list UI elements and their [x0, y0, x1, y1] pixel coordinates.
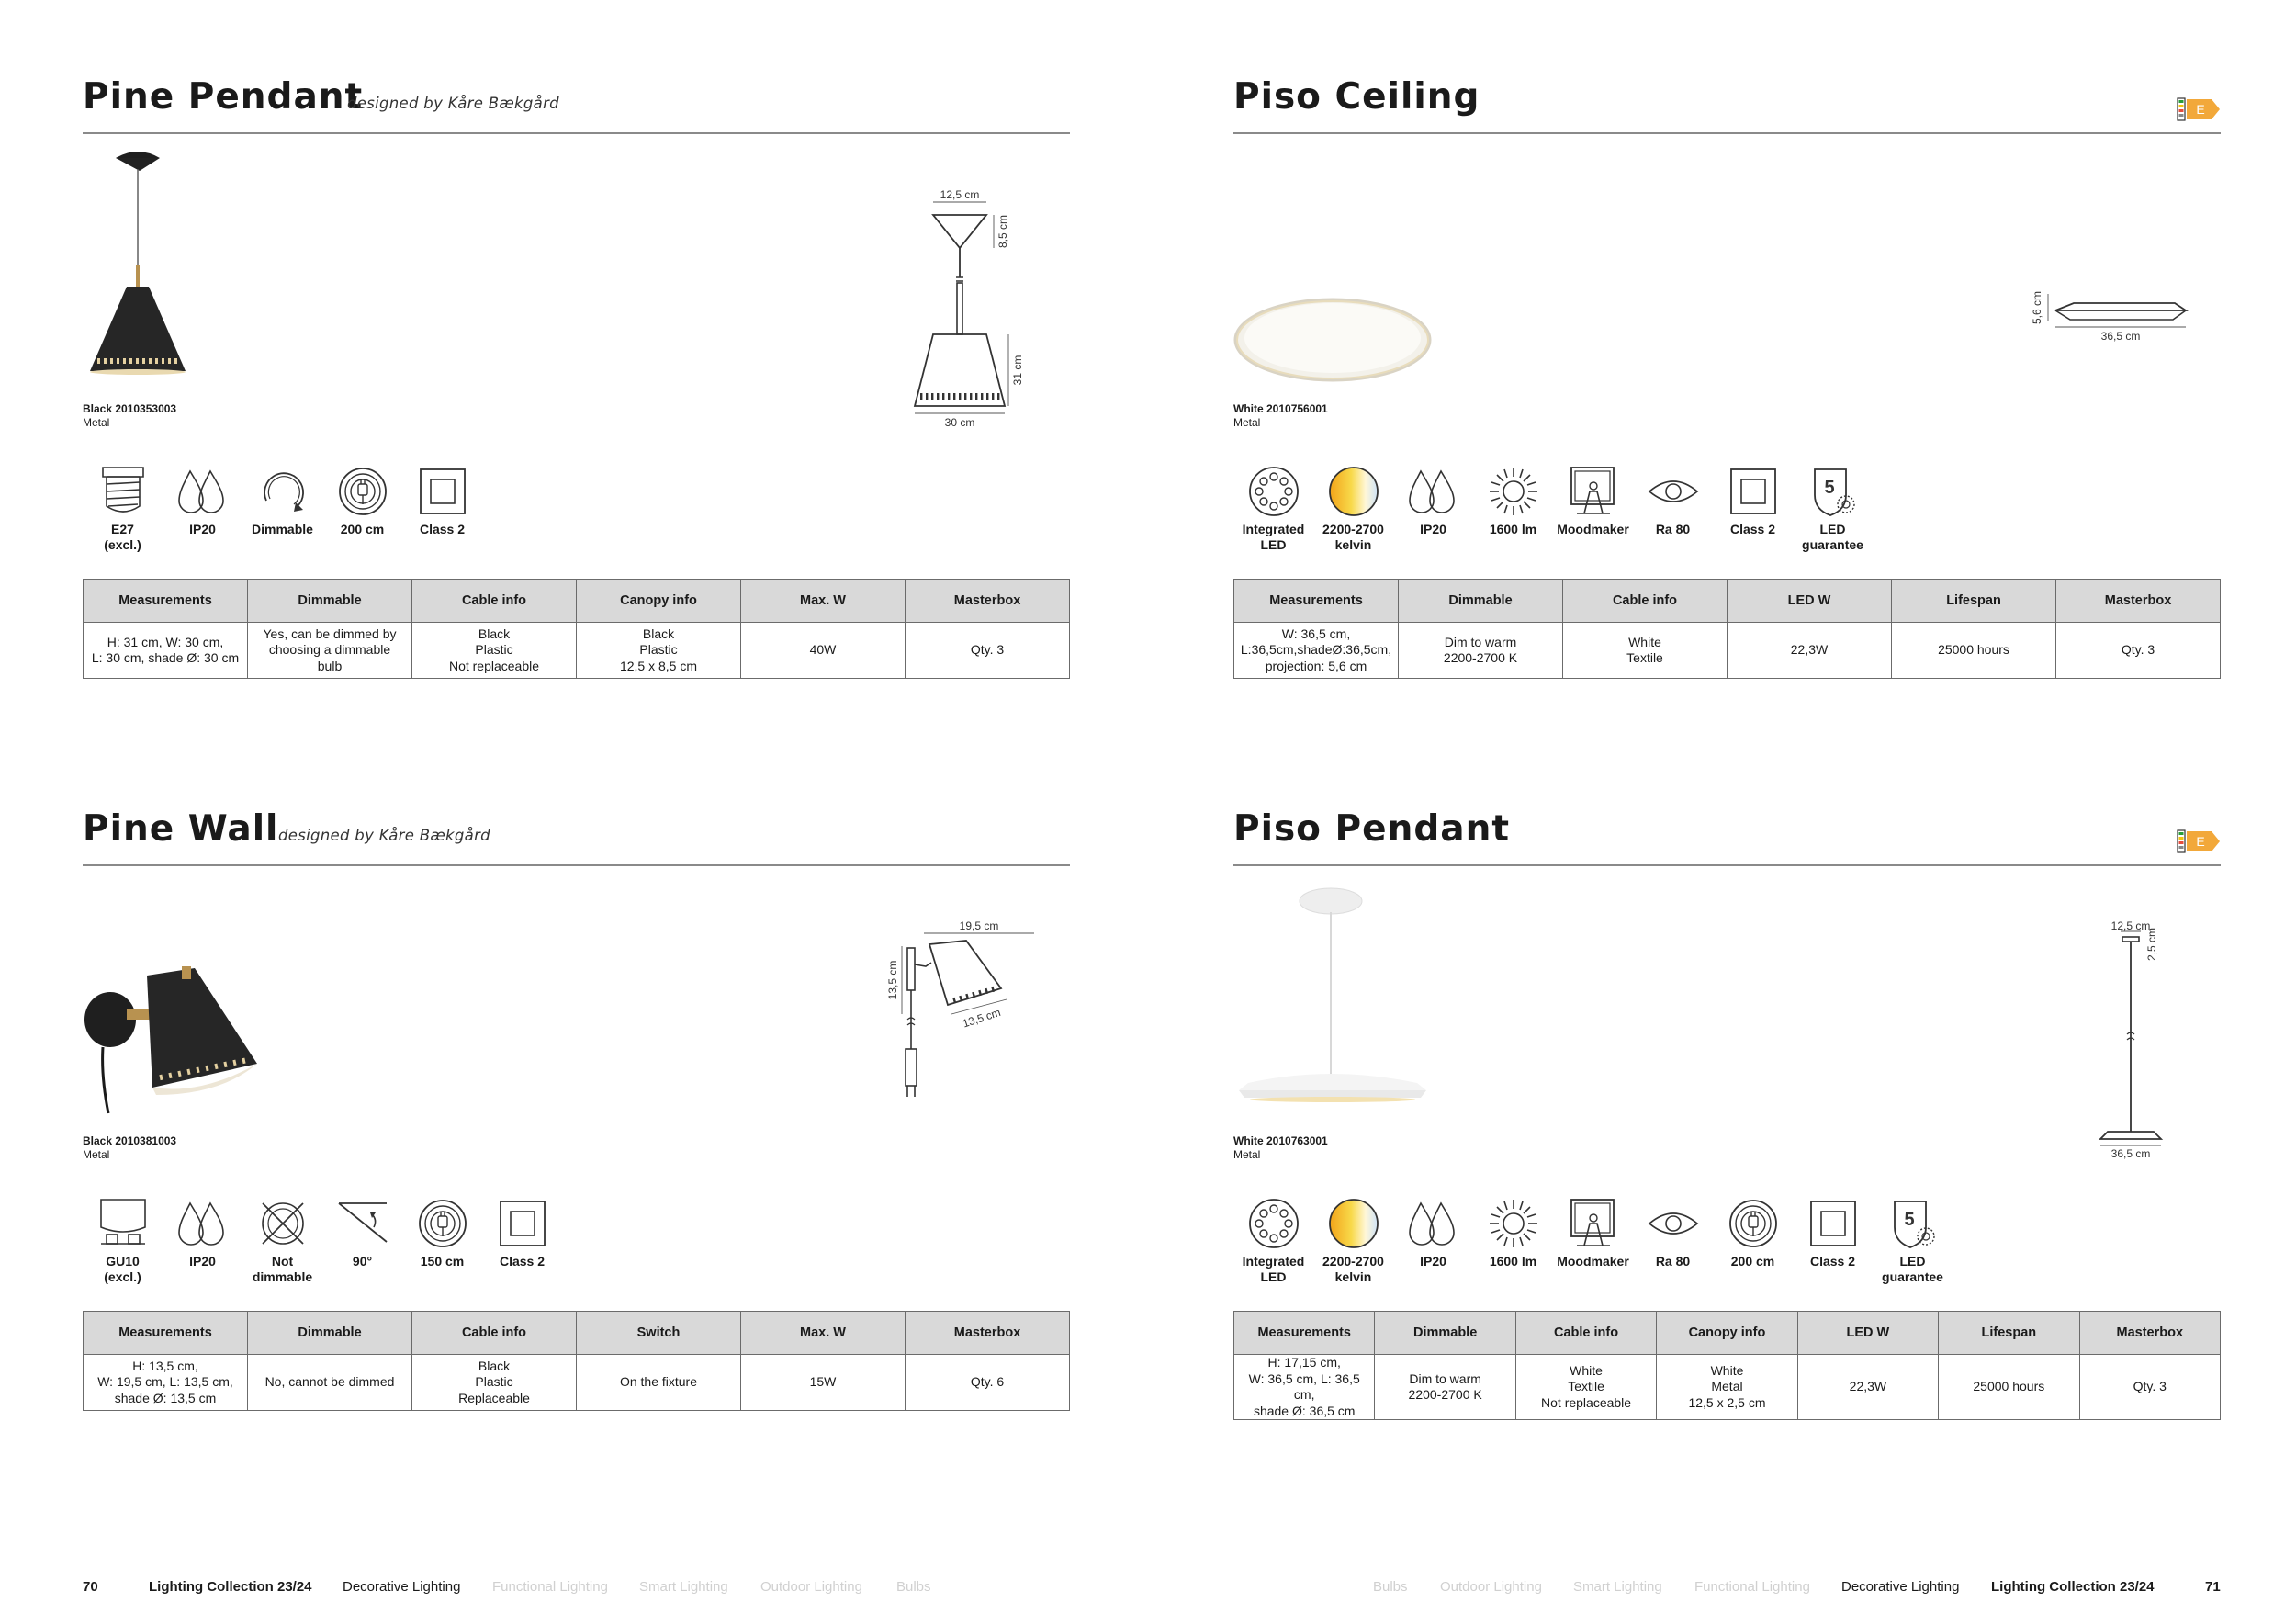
table-header-row: [84, 580, 1070, 623]
table-row: [1234, 1355, 2221, 1420]
variant-info: [83, 1134, 176, 1162]
dim-width: 36,5 cm: [2100, 330, 2141, 343]
dim-top-width: 12,5 cm: [940, 189, 980, 201]
title-row: [1233, 806, 2221, 866]
lumen-sun-icon: [1486, 464, 1541, 519]
table-header: Masterbox: [2079, 1312, 2220, 1355]
feature-class2: [1793, 1196, 1873, 1285]
feature-kelvin: [1313, 1196, 1393, 1285]
guarantee-years: 5: [1823, 478, 1835, 498]
feature-gu10: [83, 1196, 163, 1285]
feature-label: LED guarantee: [1882, 1254, 1943, 1284]
product-photo: [1233, 885, 1435, 1114]
table-header: Max. W: [741, 580, 906, 623]
product-title: Pine Wall: [83, 808, 279, 850]
feature-label: Class 2: [1809, 1254, 1856, 1269]
table-cell: Qty. 3: [2056, 623, 2221, 679]
feature-ra: [1633, 1196, 1713, 1285]
table-header-row: [1234, 580, 2221, 623]
feature-integrated-led: [1233, 1196, 1313, 1285]
table-header: Lifespan: [1939, 1312, 2079, 1355]
feature-label: LED guarantee: [1802, 522, 1863, 552]
dim-height: 31 cm: [1011, 355, 1024, 386]
table-row: [1234, 623, 2221, 679]
feature-cable: [322, 464, 402, 553]
page-number-right: 71: [2205, 1579, 2221, 1595]
feature-dimmable: [242, 464, 322, 553]
feature-label: 1600 lm: [1489, 1254, 1537, 1269]
class2-icon: [495, 1196, 550, 1251]
feature-class2: [1713, 464, 1793, 553]
table-cell: Black Plastic Replaceable: [412, 1355, 577, 1411]
kelvin-color-icon: [1326, 464, 1381, 519]
feature-cable: [402, 1196, 482, 1285]
class2-icon: [1726, 464, 1781, 519]
feature-cable: [1713, 1196, 1793, 1285]
technical-drawing: [891, 189, 1056, 437]
nav-bulbs[interactable]: Bulbs: [1373, 1579, 1408, 1595]
feature-guarantee: [1873, 1196, 1953, 1285]
table-cell: Yes, can be dimmed by choosing a dimmable bulb: [248, 623, 412, 679]
feature-label: Moodmaker: [1557, 1254, 1629, 1269]
table-cell: H: 31 cm, W: 30 cm, L: 30 cm, shade Ø: 30 cm: [84, 623, 248, 679]
page-number-left: 70: [83, 1579, 98, 1595]
cable-plug-icon: [335, 464, 390, 519]
energy-label-icon: [2177, 97, 2221, 121]
spec-table: [83, 579, 1070, 679]
table-header: Switch: [577, 1312, 741, 1355]
feature-moodmaker: [1553, 464, 1633, 553]
table-header: Cable info: [412, 1312, 577, 1355]
ip20-drops-icon: [1406, 464, 1461, 519]
dim-height: 5,6 cm: [2031, 290, 2043, 325]
feature-e27: [83, 464, 163, 553]
feature-class2: [402, 464, 482, 553]
moodmaker-icon: [1566, 464, 1621, 519]
ip20-drops-icon: [175, 464, 231, 519]
feature-ra: [1633, 464, 1713, 553]
energy-class: E: [2196, 834, 2205, 849]
feature-label: IP20: [1420, 522, 1446, 536]
table-cell: 22,3W: [1797, 1355, 1938, 1420]
dim-top-width: 12,5 cm: [2110, 920, 2151, 932]
feature-ip20: [1393, 1196, 1473, 1285]
table-header: Measurements: [1234, 1312, 1375, 1355]
table-cell: Qty. 3: [2079, 1355, 2220, 1420]
table-cell: H: 17,15 cm, W: 36,5 cm, L: 36,5 cm, shade Ø: 36,5 cm: [1234, 1355, 1375, 1420]
class2-icon: [1806, 1196, 1861, 1251]
table-cell: White Metal 12,5 x 2,5 cm: [1657, 1355, 1797, 1420]
not-dimmable-icon: [255, 1196, 310, 1251]
led-guarantee-icon: [1885, 1196, 1941, 1251]
rotation-90-icon: [335, 1196, 390, 1251]
energy-class: E: [2196, 102, 2205, 117]
table-header: Masterbox: [906, 580, 1070, 623]
feature-ip20: [1393, 464, 1473, 553]
feature-label: Dimmable: [252, 522, 313, 536]
table-row: [84, 623, 1070, 679]
table-header: Cable info: [412, 580, 577, 623]
table-header: Canopy info: [577, 580, 741, 623]
table-header: Masterbox: [906, 1312, 1070, 1355]
energy-label-icon: [2177, 829, 2221, 853]
product-title: Pine Pendant: [83, 76, 364, 118]
table-header: LED W: [1797, 1312, 1938, 1355]
table-row: [84, 1355, 1070, 1411]
feature-label: 90°: [352, 1254, 373, 1269]
product-photo: [83, 151, 202, 389]
table-header: Canopy info: [1657, 1312, 1797, 1355]
table-cell: Dim to warm 2200-2700 K: [1375, 1355, 1515, 1420]
feature-not-dimmable: [242, 1196, 322, 1285]
feature-label: Ra 80: [1655, 1254, 1691, 1269]
feature-ip20: [163, 1196, 242, 1285]
cable-plug-icon: [1726, 1196, 1781, 1251]
variant-code: White 2010763001: [1233, 1134, 1328, 1147]
title-row: [83, 806, 1070, 866]
table-cell: Dim to warm 2200-2700 K: [1399, 623, 1563, 679]
class2-icon: [415, 464, 470, 519]
dimmable-icon: [255, 464, 310, 519]
dim-shade: 13,5 cm: [961, 1005, 1003, 1031]
table-header: Dimmable: [248, 1312, 412, 1355]
collection-name: Lighting Collection 23/24: [1991, 1579, 2155, 1595]
table-cell: Qty. 3: [906, 623, 1070, 679]
table-header-row: [1234, 1312, 2221, 1355]
feature-label: Class 2: [1729, 522, 1776, 536]
product-piso-pendant: [1233, 806, 2221, 1418]
nav-functional[interactable]: Functional Lighting: [492, 1579, 608, 1595]
integrated-led-icon: [1246, 464, 1301, 519]
gu10-socket-icon: [96, 1196, 151, 1251]
integrated-led-icon: [1246, 1196, 1301, 1251]
moodmaker-icon: [1566, 1196, 1621, 1251]
led-guarantee-icon: [1806, 464, 1861, 519]
spec-table: [83, 1311, 1070, 1411]
table-header: Lifespan: [1892, 580, 2056, 623]
variant-code: Black 2010381003: [83, 1134, 177, 1147]
technical-drawing: [2019, 285, 2221, 349]
variant-material: Metal: [1233, 416, 1261, 429]
feature-label: Moodmaker: [1557, 522, 1629, 536]
feature-label: Integrated LED: [1242, 522, 1305, 552]
variant-material: Metal: [83, 1148, 110, 1161]
table-cell: White Textile Not replaceable: [1515, 1355, 1656, 1420]
cable-plug-icon: [415, 1196, 470, 1251]
feature-label: Class 2: [419, 522, 466, 536]
feature-label: Class 2: [499, 1254, 546, 1269]
table-cell: On the fixture: [577, 1355, 741, 1411]
feature-lumen: [1473, 464, 1553, 553]
feature-lumen: [1473, 1196, 1553, 1285]
table-header: Measurements: [84, 1312, 248, 1355]
feature-kelvin: [1313, 464, 1393, 553]
feature-label: 200 cm: [340, 522, 385, 536]
title-row: [1233, 73, 2221, 134]
table-header: Dimmable: [1375, 1312, 1515, 1355]
dim-height: 13,5 cm: [886, 960, 899, 1000]
feature-label: Ra 80: [1655, 522, 1691, 536]
table-header-row: [84, 1312, 1070, 1355]
table-cell: 15W: [741, 1355, 906, 1411]
feature-icons: [83, 1196, 562, 1285]
feature-label: 150 cm: [420, 1254, 465, 1269]
feature-label: IP20: [189, 1254, 216, 1269]
spec-table: [1233, 579, 2221, 679]
table-cell: 40W: [741, 623, 906, 679]
nav-bulbs[interactable]: Bulbs: [896, 1579, 931, 1595]
product-pine-pendant: [83, 73, 1070, 673]
table-cell: 22,3W: [1728, 623, 1892, 679]
table-cell: W: 36,5 cm, L:36,5cm,shadeØ:36,5cm, projection: 5,6 cm: [1234, 623, 1399, 679]
table-header: Cable info: [1563, 580, 1728, 623]
ra-eye-icon: [1646, 464, 1701, 519]
technical-drawing: [2088, 920, 2189, 1159]
variant-material: Metal: [1233, 1148, 1261, 1161]
nav-outdoor[interactable]: Outdoor Lighting: [760, 1579, 862, 1595]
dim-top-height: 8,5 cm: [996, 214, 1009, 249]
designer-credit: designed by Kåre Bækgård: [278, 827, 490, 844]
technical-drawing: [882, 920, 1047, 1132]
variant-code: White 2010756001: [1233, 402, 1328, 415]
feature-label: Not dimmable: [252, 1254, 313, 1284]
table-header: Max. W: [741, 1312, 906, 1355]
nav-decorative[interactable]: Decorative Lighting: [343, 1579, 461, 1595]
feature-label: GU10 (excl.): [104, 1254, 141, 1284]
table-header: Dimmable: [248, 580, 412, 623]
spec-table: [1233, 1311, 2221, 1420]
variant-info: [1233, 402, 1328, 430]
table-header: Masterbox: [2056, 580, 2221, 623]
nav-smart[interactable]: Smart Lighting: [1573, 1579, 1662, 1595]
variant-info: [1233, 1134, 1328, 1162]
feature-label: E27 (excl.): [104, 522, 141, 552]
product-pine-wall: [83, 806, 1070, 1405]
ra-eye-icon: [1646, 1196, 1701, 1251]
table-header: Dimmable: [1399, 580, 1563, 623]
nav-decorative[interactable]: Decorative Lighting: [1841, 1579, 1960, 1595]
feature-integrated-led: [1233, 464, 1313, 553]
table-cell: 25000 hours: [1892, 623, 2056, 679]
table-header: Measurements: [1234, 580, 1399, 623]
feature-icons: [1233, 464, 1873, 553]
dim-width: 19,5 cm: [959, 920, 999, 932]
table-cell: Black Plastic Not replaceable: [412, 623, 577, 679]
feature-icons: [83, 464, 482, 553]
product-piso-ceiling: [1233, 73, 2221, 673]
title-row: [83, 73, 1070, 134]
table-cell: White Textile: [1563, 623, 1728, 679]
variant-info: [83, 402, 176, 430]
feature-ip20: [163, 464, 242, 553]
table-header: Cable info: [1515, 1312, 1656, 1355]
product-title: Piso Pendant: [1233, 808, 1510, 850]
product-title: Piso Ceiling: [1233, 76, 1480, 118]
feature-rotation: [322, 1196, 402, 1285]
lumen-sun-icon: [1486, 1196, 1541, 1251]
feature-label: 2200-2700 kelvin: [1322, 522, 1384, 552]
feature-label: 200 cm: [1730, 1254, 1775, 1269]
e27-socket-icon: [96, 464, 151, 519]
dim-top-height: 2,5 cm: [2145, 927, 2158, 962]
kelvin-color-icon: [1326, 1196, 1381, 1251]
feature-icons: [1233, 1196, 1953, 1285]
feature-label: 2200-2700 kelvin: [1322, 1254, 1384, 1284]
nav-functional[interactable]: Functional Lighting: [1694, 1579, 1810, 1595]
designer-credit: designed by Kåre Bækgård: [347, 95, 559, 112]
feature-guarantee: [1793, 464, 1873, 553]
table-cell: No, cannot be dimmed: [248, 1355, 412, 1411]
feature-label: IP20: [189, 522, 216, 536]
dim-width: 30 cm: [944, 416, 975, 429]
dim-width: 36,5 cm: [2110, 1147, 2151, 1159]
ip20-drops-icon: [1406, 1196, 1461, 1251]
table-cell: 25000 hours: [1939, 1355, 2079, 1420]
table-header: LED W: [1728, 580, 1892, 623]
feature-moodmaker: [1553, 1196, 1633, 1285]
feature-label: 1600 lm: [1489, 522, 1537, 536]
table-cell: H: 13,5 cm, W: 19,5 cm, L: 13,5 cm, shade Ø: 13,5 cm: [84, 1355, 248, 1411]
guarantee-years: 5: [1903, 1210, 1915, 1230]
variant-code: Black 2010353003: [83, 402, 177, 415]
nav-outdoor[interactable]: Outdoor Lighting: [1440, 1579, 1542, 1595]
feature-label: IP20: [1420, 1254, 1446, 1269]
ip20-drops-icon: [175, 1196, 231, 1251]
variant-material: Metal: [83, 416, 110, 429]
collection-name: Lighting Collection 23/24: [149, 1579, 312, 1595]
product-photo: [1233, 294, 1435, 386]
table-cell: Qty. 6: [906, 1355, 1070, 1411]
nav-smart[interactable]: Smart Lighting: [639, 1579, 728, 1595]
feature-label: Integrated LED: [1242, 1254, 1305, 1284]
product-photo: [83, 957, 266, 1122]
table-header: Measurements: [84, 580, 248, 623]
table-cell: Black Plastic 12,5 x 8,5 cm: [577, 623, 741, 679]
feature-class2: [482, 1196, 562, 1285]
